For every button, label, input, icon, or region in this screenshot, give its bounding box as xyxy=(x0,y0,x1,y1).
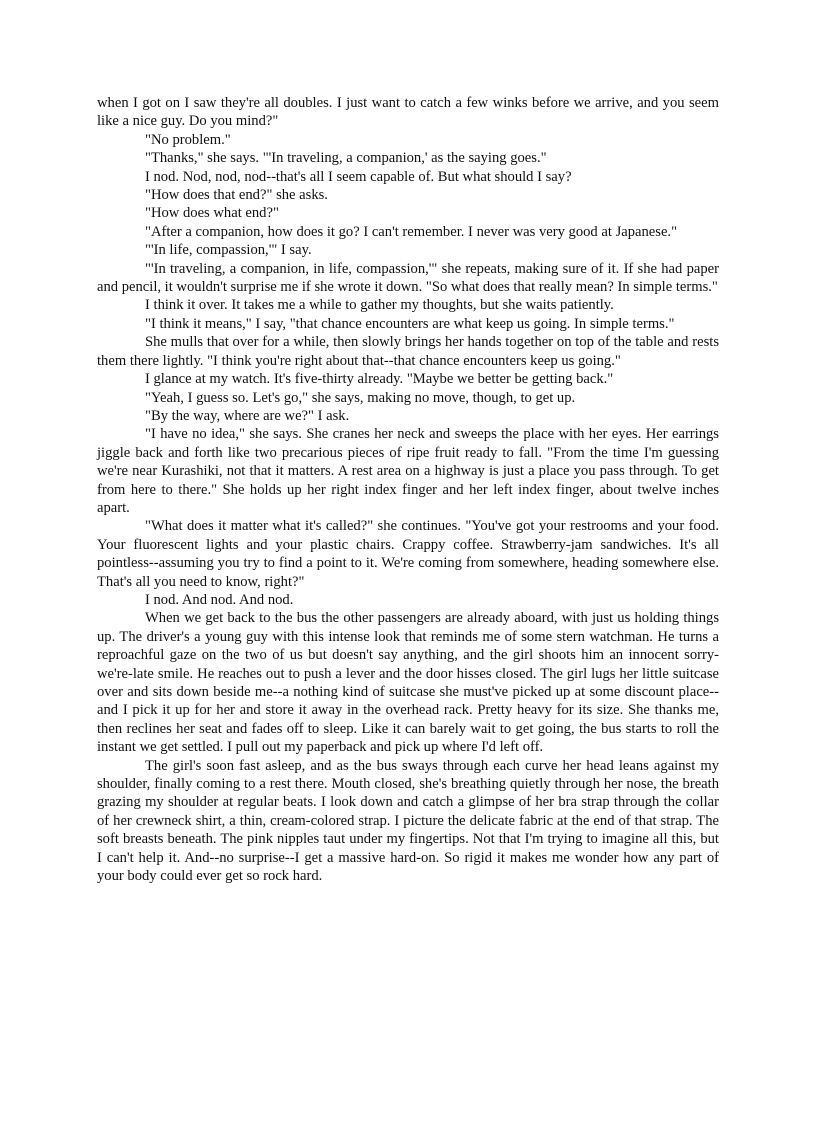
paragraph-18: I nod. And nod. And nod. xyxy=(145,591,294,608)
paragraph-5: "How does that end?" she asks. xyxy=(145,187,328,204)
paragraph-8: "'In life, compassion,'" I say. xyxy=(145,242,312,259)
paragraph-4: I nod. Nod, nod, nod--that's all I seem capable of. But what should I say? xyxy=(145,168,572,185)
paragraph-7: "After a companion, how does it go? I can't remember. I never was very good at Japanese." xyxy=(145,223,678,240)
paragraph-10: I think it over. It takes me a while to gather my thoughts, but she waits patiently. xyxy=(145,297,614,314)
paragraph-17: "What does it matter what it's called?" she continues. "You've got your restrooms and your food. Your fluorescent lights and your plastic chairs. Crappy coffee. Strawberry-jam sandwiches. It's all pointless--assuming you try to find a point to it. We're coming from somewhere, heading somewhere else. That's all you need to know, right?" xyxy=(97,518,719,590)
paragraph-14: "Yeah, I guess so. Let's go," she says, making no move, though, to get up. xyxy=(145,389,576,406)
document-page xyxy=(97,94,719,885)
paragraph-6: "How does what end?" xyxy=(145,205,279,222)
paragraph-1: when I got on I saw they're all doubles. I just want to catch a few winks before we arrive, and you seem like a nice guy. Do you mind?" xyxy=(97,95,719,130)
paragraph-11: "I think it means," I say, "that chance encounters are what keep us going. In simple terms." xyxy=(145,315,675,332)
paragraph-3: "Thanks," she says. "'In traveling, a companion,' as the saying goes." xyxy=(145,150,547,167)
paragraph-2: "No problem." xyxy=(145,131,231,148)
paragraph-13: I glance at my watch. It's five-thirty already. "Maybe we better be getting back." xyxy=(145,371,614,388)
paragraph-19: When we get back to the bus the other passengers are already aboard, with just us holding things up. The driver's a young guy with this intense look that reminds me of some stern watchman. He turns a reproachful gaze on the two of us but doesn't say anything, and the girl shoots him an innocent sorry-we're-late smile. He reaches out to push a lever and the door hisses closed. The girl lugs her little suitcase over and sits down beside me--a nothing kind of suitcase she must've picked up at some discount place--and I pick it up for her and store it away in the overhead rack. Pretty heavy for its size. She thanks me, then reclines her seat and fades off to sleep. Like it can barely wait to get going, the bus starts to roll the instant we get settled. I pull out my paperback and pick up where I'd left off. xyxy=(97,610,719,756)
paragraph-15: "By the way, where are we?" I ask. xyxy=(145,407,350,424)
paragraph-16: "I have no idea," she says. She cranes her neck and sweeps the place with her eyes. Her earrings jiggle back and forth like two precarious pieces of ripe fruit ready to fall. "From the time I'm guessing we're near Kurashiki, not that it matters. A rest area on a highway is just a place you pass through. To get from here to there." She holds up her right index finger and her left index finger, about twelve inches apart. xyxy=(97,426,719,516)
paragraph-9: "'In traveling, a companion, in life, compassion,'" she repeats, making sure of it. If she had paper and pencil, it wouldn't surprise me if she wrote it down. "So what does that really mean? In simple terms." xyxy=(97,260,719,296)
paragraph-20: The girl's soon fast asleep, and as the bus sways through each curve her head leans against my shoulder, finally coming to a rest there. Mouth closed, she's breathing quietly through her nose, the breath grazing my shoulder at regular beats. I look down and catch a glimpse of her bra strap through the collar of her crewneck shirt, a thin, cream-colored strap. I picture the delicate fabric at the end of that strap. The soft breasts beneath. The pink nipples taut under my fingertips. Not that I'm trying to imagine all this, but I can't help it. And--no surprise--I get a massive hard-on. So rigid it makes me wonder how any part of your body could ever get so rock hard. xyxy=(97,757,719,885)
paragraph-12: She mulls that over for a while, then slowly brings her hands together on top of the table and rests them there lightly. "I think you're right about that--that chance encounters keep us going." xyxy=(97,334,719,369)
